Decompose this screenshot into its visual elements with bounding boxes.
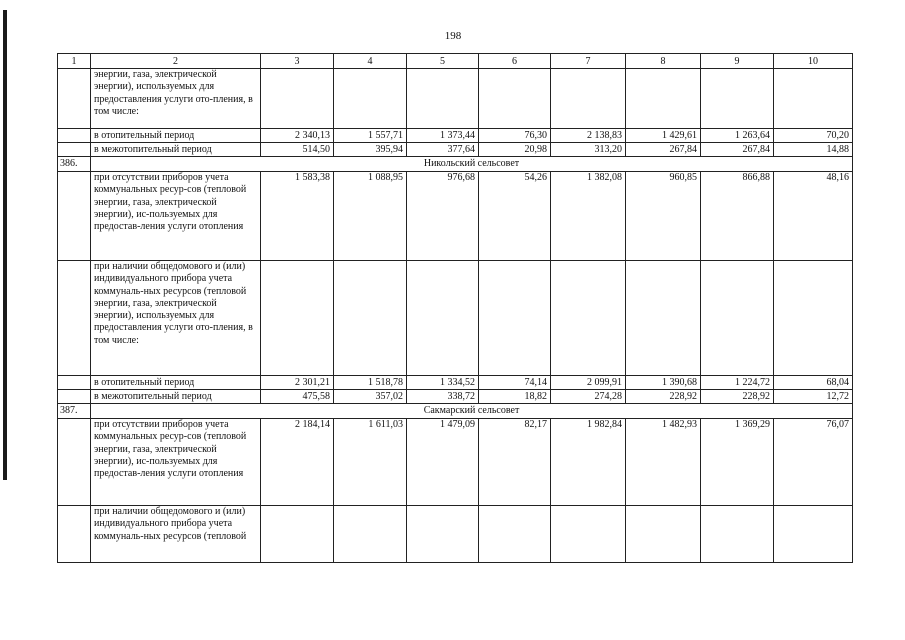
table-row (58, 390, 853, 404)
value-cell: 228,92 (626, 390, 701, 404)
value-cell: 357,02 (334, 390, 407, 404)
value-cell: 1 369,29 (701, 419, 774, 506)
value-cell (261, 69, 334, 129)
value-cell: 960,85 (626, 172, 701, 261)
value-cell: 2 184,14 (261, 419, 334, 506)
section-title: Сакмарский сельсовет (91, 404, 853, 419)
value-cell: 1 479,09 (407, 419, 479, 506)
value-cell: 274,28 (551, 390, 626, 404)
value-cell: 377,64 (407, 143, 479, 157)
column-header: 6 (479, 54, 551, 69)
row-number (58, 506, 91, 563)
value-cell: 228,92 (701, 390, 774, 404)
table-row (58, 419, 853, 506)
value-cell: 76,07 (774, 419, 853, 506)
value-cell: 1 263,64 (701, 129, 774, 143)
table-row (58, 172, 853, 261)
value-cell: 1 390,68 (626, 376, 701, 390)
value-cell: 76,30 (479, 129, 551, 143)
row-label: в отопительный период (91, 129, 261, 143)
value-cell: 1 088,95 (334, 172, 407, 261)
row-label: при отсутствии приборов учета коммунальных ресур-сов (тепловой энергии, газа, электрической энергии), ис-пользуемых для предостав-ления услуги отопления (91, 419, 261, 506)
column-header: 8 (626, 54, 701, 69)
value-cell: 54,26 (479, 172, 551, 261)
row-number (58, 69, 91, 129)
value-cell (334, 506, 407, 563)
value-cell: 1 429,61 (626, 129, 701, 143)
value-cell (334, 69, 407, 129)
value-cell: 267,84 (626, 143, 701, 157)
column-header: 1 (58, 54, 91, 69)
table-row (58, 69, 853, 129)
value-cell (551, 261, 626, 376)
value-cell: 2 301,21 (261, 376, 334, 390)
row-label: в отопительный период (91, 376, 261, 390)
value-cell: 1 482,93 (626, 419, 701, 506)
value-cell (479, 69, 551, 129)
table-row (58, 129, 853, 143)
value-cell (701, 261, 774, 376)
value-cell (701, 69, 774, 129)
value-cell (551, 506, 626, 563)
section-number: 386. (58, 157, 91, 172)
value-cell (774, 261, 853, 376)
row-label: при отсутствии приборов учета коммунальных ресур-сов (тепловой энергии, газа, электрической энергии), ис-пользуемых для предостав-ления услуги отопления (91, 172, 261, 261)
value-cell (551, 69, 626, 129)
value-cell: 1 382,08 (551, 172, 626, 261)
value-cell: 1 982,84 (551, 419, 626, 506)
header-row (58, 54, 853, 69)
section-row (58, 404, 853, 419)
value-cell (334, 261, 407, 376)
value-cell (626, 261, 701, 376)
column-header: 10 (774, 54, 853, 69)
page-number: 198 (444, 30, 462, 42)
section-number: 387. (58, 404, 91, 419)
table-row (58, 376, 853, 390)
value-cell (407, 261, 479, 376)
row-label: в межотопительный период (91, 390, 261, 404)
value-cell: 1 611,03 (334, 419, 407, 506)
row-number (58, 419, 91, 506)
row-number (58, 261, 91, 376)
value-cell (261, 506, 334, 563)
value-cell (774, 506, 853, 563)
value-cell (261, 261, 334, 376)
value-cell: 475,58 (261, 390, 334, 404)
value-cell: 68,04 (774, 376, 853, 390)
row-number (58, 172, 91, 261)
row-number (58, 143, 91, 157)
value-cell (701, 506, 774, 563)
table-row (58, 143, 853, 157)
table-row (58, 506, 853, 563)
value-cell: 1 373,44 (407, 129, 479, 143)
value-cell: 48,16 (774, 172, 853, 261)
column-header: 3 (261, 54, 334, 69)
value-cell: 267,84 (701, 143, 774, 157)
value-cell (626, 69, 701, 129)
value-cell: 395,94 (334, 143, 407, 157)
row-label: энергии, газа, электрической энергии), используемых для предоставления услуги ото-пления, в том числе: (91, 69, 261, 129)
column-header: 2 (91, 54, 261, 69)
value-cell: 14,88 (774, 143, 853, 157)
value-cell: 313,20 (551, 143, 626, 157)
row-label: в межотопительный период (91, 143, 261, 157)
value-cell: 1 334,52 (407, 376, 479, 390)
row-number (58, 129, 91, 143)
value-cell: 2 099,91 (551, 376, 626, 390)
tariff-table (57, 53, 853, 563)
value-cell: 338,72 (407, 390, 479, 404)
value-cell: 2 340,13 (261, 129, 334, 143)
column-header: 5 (407, 54, 479, 69)
row-number (58, 376, 91, 390)
value-cell: 976,68 (407, 172, 479, 261)
column-header: 7 (551, 54, 626, 69)
section-row (58, 157, 853, 172)
value-cell: 12,72 (774, 390, 853, 404)
scan-edge-bar (3, 10, 7, 480)
value-cell: 1 583,38 (261, 172, 334, 261)
value-cell: 1 518,78 (334, 376, 407, 390)
value-cell (407, 69, 479, 129)
value-cell: 2 138,83 (551, 129, 626, 143)
value-cell (626, 506, 701, 563)
value-cell (479, 261, 551, 376)
value-cell (407, 506, 479, 563)
value-cell (479, 506, 551, 563)
value-cell: 70,20 (774, 129, 853, 143)
value-cell: 20,98 (479, 143, 551, 157)
value-cell: 866,88 (701, 172, 774, 261)
value-cell: 1 224,72 (701, 376, 774, 390)
row-number (58, 390, 91, 404)
value-cell: 1 557,71 (334, 129, 407, 143)
column-header: 9 (701, 54, 774, 69)
value-cell: 18,82 (479, 390, 551, 404)
value-cell: 514,50 (261, 143, 334, 157)
column-header: 4 (334, 54, 407, 69)
value-cell: 74,14 (479, 376, 551, 390)
value-cell (774, 69, 853, 129)
value-cell: 82,17 (479, 419, 551, 506)
table-row (58, 261, 853, 376)
row-label: при наличии общедомового и (или) индивидуального прибора учета коммуналь-ных ресурсов (тепловой (91, 506, 261, 563)
row-label: при наличии общедомового и (или) индивидуального прибора учета коммуналь-ных ресурсов (тепловой энергии, газа, электрической энергии), используемых для предоставления услуги ото-пления, в том числе: (91, 261, 261, 376)
section-title: Никольский сельсовет (91, 157, 853, 172)
